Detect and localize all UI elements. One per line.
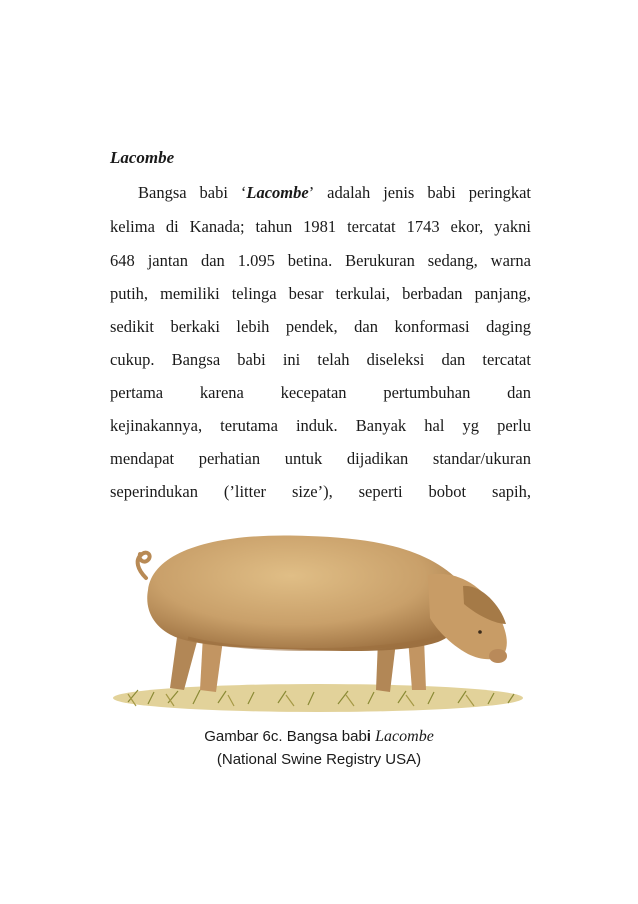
word: dijadikan [346,449,409,468]
word: ini [282,350,301,369]
word: Berukuran [345,251,415,270]
word: mendapat [110,449,175,468]
pig-illustration [108,520,528,720]
word: induk. [295,416,338,435]
word: dan [200,251,225,270]
caption-bold-char: i [366,728,371,745]
word: yakni [494,217,531,236]
paragraph-line [110,481,531,503]
word: standar/ukuran [432,449,531,468]
word: perlu [497,416,531,435]
word: yg [462,416,479,435]
word: daging [486,317,531,336]
word: Bangsa [171,350,221,369]
word: size’), [291,482,333,501]
word: 1743 [406,217,440,236]
paragraph-line [110,216,531,238]
word: 1.095 [237,251,275,270]
paragraph-line [110,250,531,272]
pig-tail [138,553,150,578]
word: seperindukan [110,482,198,501]
word: konformasi [394,317,470,336]
word: kelima [110,217,155,236]
word: dan [441,350,466,369]
lacombe-pig-figure [108,520,528,720]
word: terkulai, [335,284,391,303]
word: kecepatan [280,383,347,402]
word: sedikit [110,317,154,336]
word: dan [354,317,378,336]
paragraph-line [110,382,531,404]
word: kejinakannya, [110,416,203,435]
word: babi [237,350,266,369]
word: tercatat [347,217,396,236]
figure-source: (National Swine Registry USA) [216,751,422,768]
word: di [165,217,179,236]
word: tercatat [482,350,531,369]
word: ekor, [450,217,484,236]
word: sapih, [492,482,531,501]
word: ‘Lacombe’ [240,183,315,202]
word: panjang, [474,284,531,303]
caption-prefix: Gambar 6c. Bangsa bab [204,728,367,745]
word: untuk [284,449,323,468]
word: jantan [147,251,189,270]
word: Bangsa [138,183,187,202]
pig-snout [489,649,507,663]
word: peringkat [468,183,531,202]
word: berbadan [402,284,463,303]
word: diseleksi [366,350,425,369]
word: sedang, [427,251,478,270]
word: terutama [220,416,278,435]
word: perhatian [198,449,261,468]
caption-breed-name: Lacombe [375,728,434,745]
paragraph-line [110,349,531,371]
word: besar [288,284,324,303]
word: telinga [231,284,277,303]
word: Banyak [355,416,407,435]
word: memiliki [160,284,220,303]
word: pertama [110,383,164,402]
section-heading: Lacombe [110,148,175,167]
figure-caption [0,727,638,747]
word: dan [507,383,531,402]
word: pertumbuhan [383,383,471,402]
word: karena [199,383,244,402]
paragraph-line [138,182,531,204]
paragraph-line [110,448,531,470]
word: telah [317,350,350,369]
word: tahun [255,217,293,236]
word: 1981 [303,217,337,236]
word: Kanada; [189,217,245,236]
word: betina. [287,251,333,270]
word: pendek, [285,317,338,336]
paragraph-line [110,316,531,338]
paragraph-line [110,415,531,437]
word: cukup. [110,350,155,369]
word: bobot [428,482,467,501]
word: warna [490,251,531,270]
word: babi [427,183,456,202]
word: babi [199,183,228,202]
word: putih, [110,284,149,303]
word: 648 [110,251,135,270]
word: hal [424,416,445,435]
pig-eye [478,630,482,634]
word: (’litter [223,482,267,501]
word: jenis [383,183,415,202]
word: lebih [236,317,270,336]
word: seperti [358,482,403,501]
paragraph-line [110,283,531,305]
pig-body [147,535,466,651]
word: adalah [327,183,371,202]
word: berkaki [170,317,220,336]
